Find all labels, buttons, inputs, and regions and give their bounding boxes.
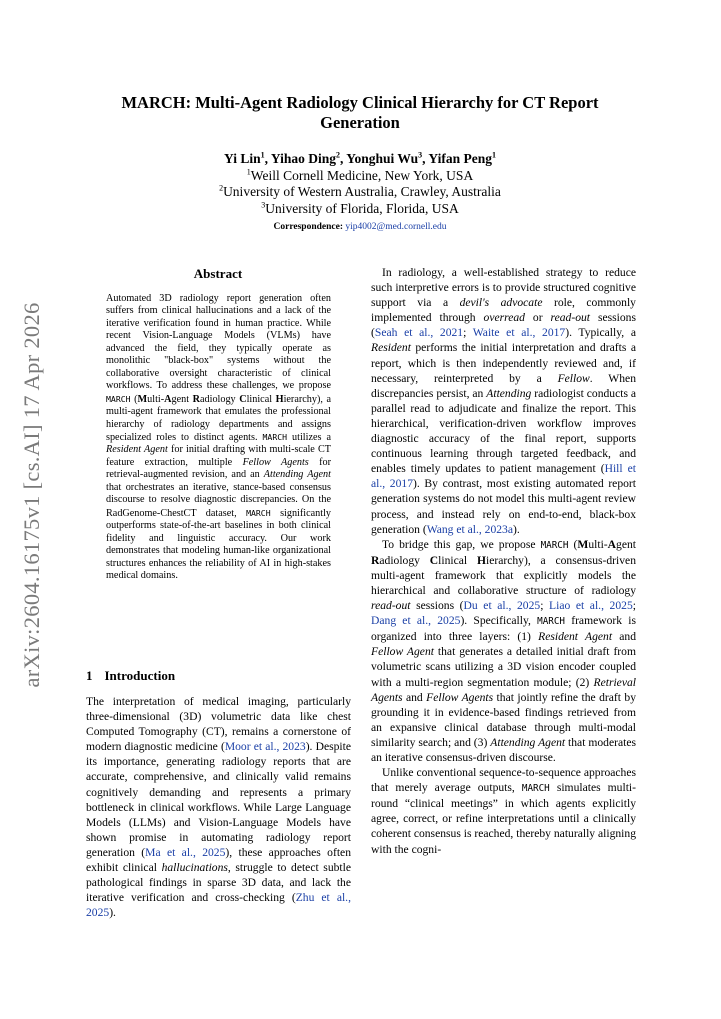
march-name: MARCH — [106, 393, 131, 404]
citation-link[interactable]: Liao et al., 2025 — [549, 599, 633, 613]
march-name: MARCH — [521, 783, 550, 795]
march-name: MARCH — [262, 431, 288, 442]
citation-link[interactable]: Hill et al., 2017 — [371, 462, 636, 491]
title-line-1: MARCH: Multi-Agent Radiology Clinical Hierarchy for CT Report — [121, 93, 599, 112]
abstract-heading: Abstract — [193, 266, 243, 281]
citation-link[interactable]: Du et al., 2025 — [463, 599, 541, 613]
author: Yifan Peng$^1$ — [428, 150, 497, 166]
title-line-2: Generation — [320, 113, 400, 132]
correspondence — [100, 221, 620, 233]
citation-link[interactable]: Zhu et al., 2025 — [86, 891, 351, 920]
intro-paragraph: Unlike conventional sequence-to-sequence approaches that merely average outputs, MARCH simulates multi-round “clinical meetings” in which agents explicitly agree, correct, or refine interpretations until a clinically coherent consensus is reached, thereby naturally aligning with the cogni- — [371, 766, 636, 856]
right-column-body — [371, 265, 636, 857]
citation-link[interactable]: Wang et al., 2023a — [426, 522, 514, 536]
citation-link[interactable]: Ma et al., 2025 — [145, 845, 226, 859]
affiliation: $^2$University of Western Australia, Crawley, Australia — [219, 183, 501, 199]
abstract-body: Automated 3D radiology report generation often suffers from clinical hallucinations and a lack of the iterative verification found in human practice. While recent Vision-Language Models (VLMs) have advanced the field, they typically operate as monolithic "black-box" systems without the collaborative oversight characteristic of clinical workflows. To address these challenges, we propose MARCH (Multi-Agent Radiology Clinical Hierarchy), a multi-agent framework that emulates the professional hierarchy of radiology departments and assigns specialized roles to distinct agents. MARCH utilizes a Resident Agent for initial drafting with multi-scale CT feature extraction, multiple Fellow Agents for retrieval-augmented revision, and an Attending Agent that orchestrates an iterative, stance-based consensus discourse to resolve diagnostic discrepancies. On the RadGenome-ChestCT dataset, MARCH significantly outperforms state-of-the-art baselines in both clinical fidelity and linguistic accuracy. Our work demonstrates that modeling human-like organizational structures enhances the reliability of AI in high-stakes medical domains. — [106, 293, 331, 581]
march-name: MARCH — [540, 539, 569, 551]
citation-link[interactable]: Waite et al., 2017 — [472, 326, 566, 340]
intro-paragraph: The interpretation of medical imaging, particularly three-dimensional (3D) volumetric data like chest Computed Tomography (CT), remains a cornerstone of modern diagnostic medicine (Moor et al., 2023). Despite its importance, generating radiology reports that are accurate, comprehensive, and clinically valid remains cognitively demanding and represents a primary bottleneck in clinical workflows. While Large Language Models (LLMs) and Vision-Language Models have shown promise in automating radiology report generation (Ma et al., 2025), these approaches often exhibit clinical hallucinations, struggle to detect subtle pathological findings in sparse 3D data, and lack the iterative verification and cross-checking (Zhu et al., 2025). — [86, 695, 352, 920]
march-name: MARCH — [537, 616, 566, 628]
paper-title — [100, 93, 620, 133]
citation-link[interactable]: Seah et al., 2021 — [374, 326, 464, 340]
citation-link[interactable]: Dang et al., 2025 — [371, 614, 461, 628]
arxiv-identifier: arXiv:2604.16175v1 [cs.AI] 17 Apr 2026 — [19, 302, 44, 688]
author-list — [100, 150, 620, 167]
correspondence-email-link[interactable]: yip4002@med.cornell.edu — [345, 222, 447, 232]
section-heading-introduction: 1 Introduction — [86, 668, 176, 683]
author: Yihao Ding$^2$, — [270, 150, 347, 166]
correspondence-label: Correspondence: — [273, 222, 343, 232]
affiliation: $^1$Weill Cornell Medicine, New York, USA — [246, 167, 474, 183]
author: Yonghui Wu$^3$, — [346, 150, 429, 166]
left-column-body — [86, 694, 351, 920]
intro-paragraph: To bridge this gap, we propose MARCH (Multi-Agent Radiology Clinical Hierarchy), a consensus-driven multi-agent framework that explicitly models the hierarchical and collaborative structure of radiology read-out sessions (Du et al., 2025; Liao et al., 2025; Dang et al., 2025). Specifically, MARCH framework is organized into three layers: (1) Resident Agent and Fellow Agent that generates a detailed initial draft from volumetric scans utilizing a 3D vision encoder coupled with a multi-region segmentation module; (2) Retrieval Agents and Fellow Agents that jointly refine the draft by grounding it in evidence-based findings retrieved from an expansive clinical database through multi-modal similarity search; and (3) Attending Agent that moderates an iterative consensus-driven discourse. — [371, 537, 637, 764]
citation-link[interactable]: Moor et al., 2023 — [224, 740, 306, 754]
intro-paragraph: In radiology, a well-established strategy to reduce such interpretive errors is to provide structured cognitive support via a devil's advocate role, commonly implemented through overread or read-out sessions (Seah et al., 2021; Waite et al., 2017). Typically, a Resident performs the initial interpretation and drafts a report, which is then independently reviewed and, if necessary, reinterpreted by a Fellow. When discrepancies persist, an Attending radiologist conducts a parallel read to adjudicate and finalize the report. This hierarchical, verification-driven workflow improves diagnostic accuracy of the final report, supports continuous learning through targeted feedback, and enables timely updates to patient management (Hill et al., 2017). By contrast, most existing automated report generation systems do not model this multi-agent review process, and instead rely on end-to-end, black-box generation (Wang et al., 2023a). — [371, 266, 637, 536]
author: Yi Lin$^1$, — [223, 150, 271, 166]
arxiv-sidebar — [0, 0, 60, 1019]
affiliation: $^3$University of Florida, Florida, USA — [261, 200, 459, 216]
march-name: MARCH — [246, 507, 271, 518]
